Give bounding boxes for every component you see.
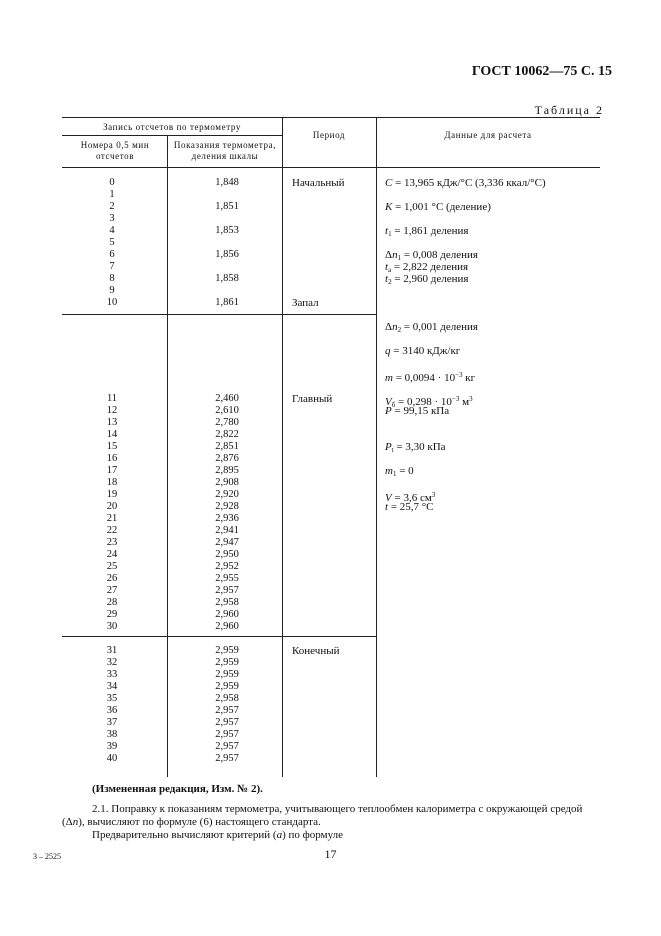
header-val: Показания термометра, деления шкалы [173, 140, 277, 161]
table-top-border [62, 117, 600, 118]
reading-value: 2,957 [215, 741, 239, 752]
calc-p: P = 99,15 кПа [385, 405, 450, 417]
reading-number: 10 [106, 297, 118, 308]
reading-value: 1,858 [215, 273, 239, 284]
reading-number: 19 [106, 489, 118, 500]
reading-number: 0 [109, 177, 115, 188]
reading-value: 2,957 [215, 705, 239, 716]
col-divider-1 [167, 135, 168, 777]
period-main: Главный [292, 393, 333, 405]
reading-value: 2,941 [215, 525, 239, 536]
reading-value: 2,959 [215, 657, 239, 668]
calc-q: q = 3140 кДж/кг [385, 345, 461, 357]
reading-number: 34 [106, 681, 118, 692]
reading-number: 5 [109, 237, 115, 248]
reading-value: 1,856 [215, 249, 239, 260]
reading-number: 39 [106, 741, 118, 752]
reading-number: 8 [109, 273, 115, 284]
reading-number: 22 [106, 525, 118, 536]
reading-number: 23 [106, 537, 118, 548]
change-note: (Измененная редакция, Изм. № 2). [92, 783, 263, 795]
reading-number: 35 [106, 693, 118, 704]
calc-pt: $P_t = 3,30$ кПа [385, 441, 446, 454]
calc-t1: $t_1 = 1,861$ деления [385, 225, 469, 238]
calc-k: K = 1,001 °С (деление) [385, 201, 491, 213]
paragraph-2-1-line1: 2.1. Поправку к показаниям термометра, учитывающего теплообмен калориметра с окружающей средой [92, 803, 583, 815]
reading-value: 2,928 [215, 501, 239, 512]
reading-value: 1,853 [215, 225, 239, 236]
reading-number: 14 [106, 429, 118, 440]
reading-value: 2,610 [215, 405, 239, 416]
reading-number: 20 [106, 501, 118, 512]
section-separator-2 [62, 636, 376, 637]
col-divider-2 [282, 117, 283, 777]
reading-value: 2,957 [215, 753, 239, 764]
reading-number: 1 [109, 189, 115, 200]
reading-number: 17 [106, 465, 118, 476]
reading-value: 2,947 [215, 537, 239, 548]
reading-number: 16 [106, 453, 118, 464]
reading-number: 31 [106, 645, 118, 656]
reading-number: 12 [106, 405, 118, 416]
reading-number: 9 [109, 285, 115, 296]
calc-dn1: $\Delta n_1 = 0,008$ деления [385, 249, 478, 262]
reading-value: 2,960 [215, 609, 239, 620]
reading-number: 15 [106, 441, 118, 452]
reading-number: 29 [106, 609, 118, 620]
header-num: Номера 0,5 мин отсчетов [80, 140, 150, 161]
reading-value: 2,920 [215, 489, 239, 500]
reading-value: 2,876 [215, 453, 239, 464]
calc-ta: $t_a = 2,822$ деления [385, 261, 469, 274]
reading-value: 2,959 [215, 645, 239, 656]
reading-value: 2,908 [215, 477, 239, 488]
reading-value: 2,822 [215, 429, 239, 440]
reading-number: 25 [106, 561, 118, 572]
reading-number: 11 [106, 393, 118, 404]
paragraph-criterion: Предварительно вычисляют критерий (а) по формуле [92, 829, 343, 841]
reading-number: 21 [106, 513, 118, 524]
header-group: Запись отсчетов по термометру [103, 122, 241, 132]
reading-number: 2 [109, 201, 115, 212]
calc-v: V = 3,6 $см^3$ [385, 491, 436, 504]
reading-value: 2,950 [215, 549, 239, 560]
calc-t2: $t_2 = 2,960$ деления [385, 273, 469, 286]
reading-number: 38 [106, 729, 118, 740]
header-period: Период [312, 130, 346, 140]
reading-value: 2,780 [215, 417, 239, 428]
print-mark: 3 – 2525 [33, 852, 61, 861]
reading-number: 7 [109, 261, 115, 272]
reading-value: 2,958 [215, 597, 239, 608]
reading-value: 1,848 [215, 177, 239, 188]
reading-number: 27 [106, 585, 118, 596]
header-bottom-border [62, 167, 600, 168]
reading-number: 33 [106, 669, 118, 680]
table-caption: Таблица 2 [534, 103, 604, 117]
page-number: 17 [324, 847, 337, 861]
reading-number: 18 [106, 477, 118, 488]
header-data: Данные для расчета [444, 130, 532, 140]
reading-value: 2,957 [215, 585, 239, 596]
reading-value: 1,861 [215, 297, 239, 308]
reading-number: 28 [106, 597, 118, 608]
period-ignition: Запал [292, 297, 319, 309]
reading-value: 2,952 [215, 561, 239, 572]
paragraph-2-1-line2: (Δn), вычисляют по формуле (6) настоящего стандарта. [62, 816, 321, 828]
reading-value: 2,460 [215, 393, 239, 404]
calc-temperature: t = 25,7 °С [385, 501, 434, 513]
reading-value: 2,960 [215, 621, 239, 632]
reading-number: 26 [106, 573, 118, 584]
calc-heat-capacity: С = 13,965 кДж/°С (3,336 ккал/°С) [385, 177, 546, 189]
page-header-title: ГОСТ 10062—75 С. 15 [471, 64, 612, 79]
calc-m: $m = 0,0094 \cdot 10^{-3}$ кг [385, 371, 476, 384]
reading-number: 30 [106, 621, 118, 632]
calc-v0: $V_б = 0,298 \cdot 10^{-3}$ $м^3$ [385, 395, 473, 409]
section-separator-1 [62, 314, 376, 315]
reading-value: 1,851 [215, 201, 239, 212]
reading-value: 2,959 [215, 669, 239, 680]
col-divider-3 [376, 117, 377, 777]
header-group-divider [62, 135, 282, 136]
reading-value: 2,895 [215, 465, 239, 476]
reading-number: 3 [109, 213, 115, 224]
reading-value: 2,936 [215, 513, 239, 524]
reading-number: 32 [106, 657, 118, 668]
reading-number: 40 [106, 753, 118, 764]
reading-number: 6 [109, 249, 115, 260]
reading-number: 13 [106, 417, 118, 428]
reading-value: 2,958 [215, 693, 239, 704]
reading-value: 2,955 [215, 573, 239, 584]
reading-value: 2,957 [215, 717, 239, 728]
reading-value: 2,959 [215, 681, 239, 692]
reading-number: 24 [106, 549, 118, 560]
reading-number: 36 [106, 705, 118, 716]
reading-number: 4 [109, 225, 115, 236]
reading-value: 2,957 [215, 729, 239, 740]
period-final: Конечный [292, 645, 340, 657]
calc-m1: $m_1 = 0$ [385, 465, 414, 478]
calc-dn2: $\Delta n_2 = 0,001$ деления [385, 321, 478, 334]
reading-number: 37 [106, 717, 118, 728]
reading-value: 2,851 [215, 441, 239, 452]
period-initial: Начальный [292, 177, 345, 189]
